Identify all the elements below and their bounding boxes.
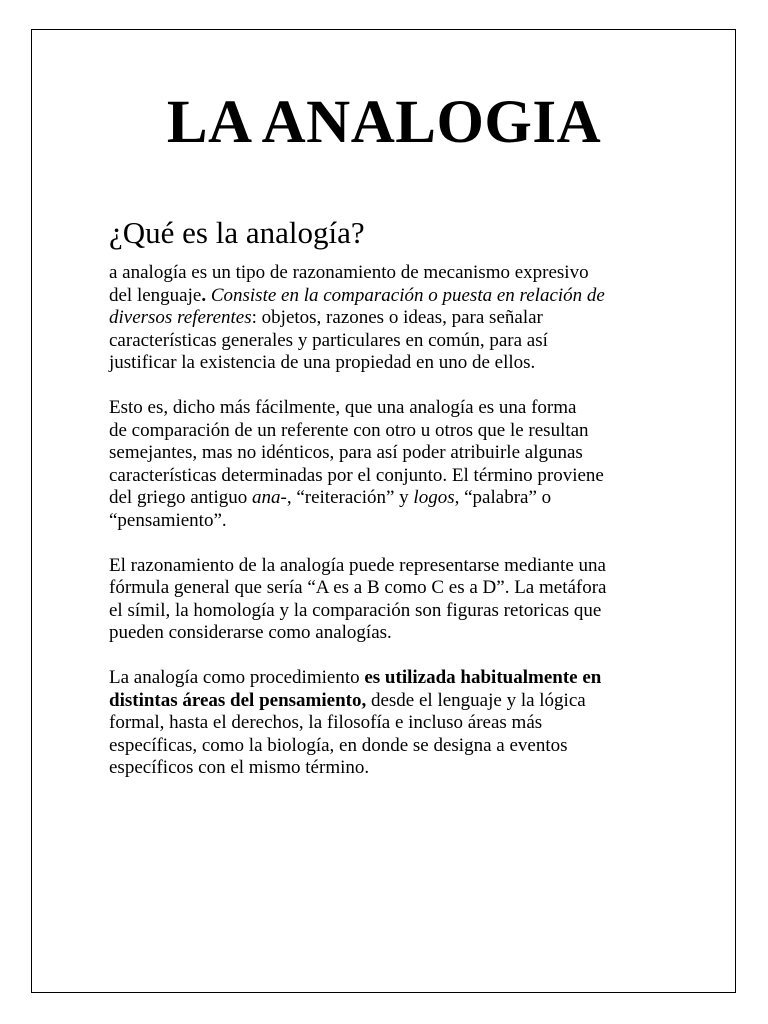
text-run: : objetos, razones o ideas, para señalar [251, 307, 543, 329]
text-run: La analogía como procedimiento [109, 666, 365, 688]
italic-text: diversos referentes [109, 307, 252, 329]
bold-text: . [201, 284, 207, 306]
text-run: del lenguaje [109, 284, 202, 306]
text-run: , “reiteración” y [286, 487, 414, 509]
paragraph-4-line-1 [109, 667, 669, 690]
paragraph-2-line-1: Esto es, dicho más fácilmente, que una analogía es una forma [109, 396, 577, 418]
paragraph-1 [109, 262, 669, 375]
paragraph-1-line-2 [109, 285, 669, 308]
paragraph-4 [109, 667, 669, 780]
paragraph-1-line-5: justificar la existencia de una propiedad en uno de ellos. [109, 352, 536, 374]
paragraph-1-line-1: a analogía es un tipo de razonamiento de mecanismo expresivo [109, 262, 589, 283]
paragraph-2-line-3: semejantes, mas no idénticos, para así poder atribuirle algunas [109, 442, 583, 464]
italic-text: Consiste en la comparación o puesta en relación de [206, 284, 605, 306]
paragraph-3-line-3: el símil, la homología y la comparación son figuras retoricas que [109, 599, 602, 621]
document-body [109, 262, 669, 802]
text-run: del griego antiguo [109, 487, 252, 509]
bold-text: es utilizada habitualmente en [364, 666, 602, 688]
paragraph-4-line-5: específicos con el mismo término. [109, 757, 370, 779]
bold-text: distintas áreas del pensamiento, [109, 689, 367, 711]
paragraph-2-line-2: de comparación de un referente con otro u otros que le resultan [109, 419, 589, 441]
text-run: , “palabra” o [454, 487, 552, 509]
paragraph-3-line-1: El razonamiento de la analogía puede representarse mediante una [109, 554, 606, 576]
italic-text: ana- [252, 487, 287, 509]
paragraph-2-line-4: características determinadas por el conjunto. El término proviene [109, 464, 604, 486]
paragraph-1-line-3 [109, 307, 669, 330]
paragraph-2-line-5 [109, 487, 669, 510]
paragraph-3-line-4: pueden considerarse como analogías. [109, 622, 392, 644]
paragraph-4-line-4: específicas, como la biología, en donde se designa a eventos [109, 734, 568, 756]
italic-text: logos [413, 487, 455, 509]
paragraph-1-line-4: características generales y particulares en común, para así [109, 329, 548, 351]
section-heading: ¿Qué es la analogía? [109, 215, 365, 250]
document-title: LA ANALOGIA [166, 89, 602, 156]
paragraph-3 [109, 555, 669, 645]
paragraph-2-line-6: “pensamiento”. [109, 509, 227, 531]
paragraph-3-line-2: fórmula general que sería “A es a B como C es a D”. La metáfora [109, 577, 607, 599]
paragraph-4-line-3: formal, hasta el derechos, la filosofía e incluso áreas más [109, 712, 543, 734]
paragraph-4-line-2 [109, 690, 669, 713]
paragraph-2 [109, 397, 669, 533]
text-run: desde el lenguaje y la lógica [366, 689, 586, 711]
